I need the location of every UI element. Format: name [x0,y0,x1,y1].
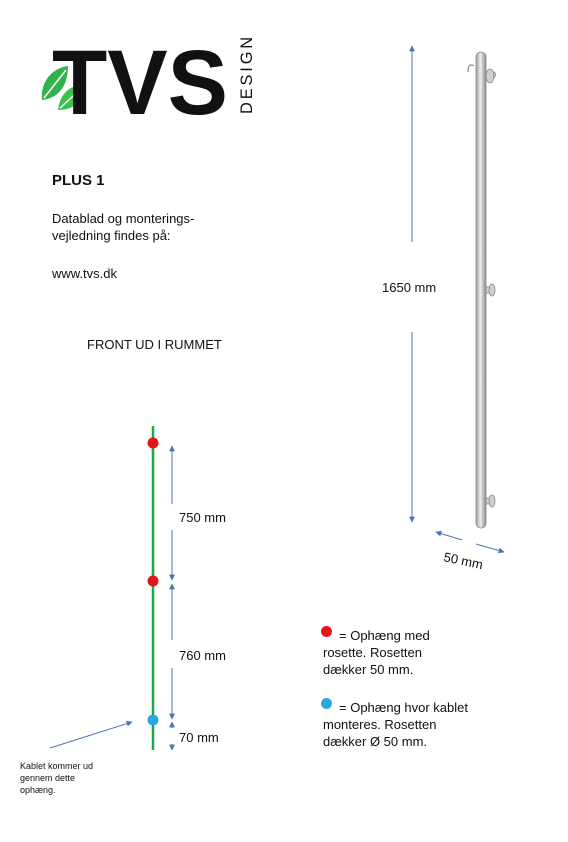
product-title: PLUS 1 [52,172,105,189]
orientation-label: FRONT UD I RUMMET [87,337,222,352]
mount-point-cable [148,715,159,726]
legend-blue-line-3: dækker Ø 50 mm. [323,734,428,749]
cable-note [20,760,93,796]
towel-rail-illustration [468,52,496,528]
legend-red [323,627,430,678]
website-link[interactable]: www.tvs.dk [52,266,118,281]
legend-red-line-1: = Ophæng med [339,628,430,643]
legend-blue-line-1: = Ophæng hvor kablet [339,700,468,715]
cable-note-line-3: ophæng. [20,785,56,795]
width-arrow-left [436,532,462,540]
width-dimension: 50 mm [442,549,485,573]
legend-blue-line-2: monteres. Rosetten [323,717,437,732]
legend-red-line-3: dækker 50 mm. [323,662,414,677]
logo-brand: TVS [52,32,228,122]
legend-red-line-2: rosette. Rosetten [323,645,422,660]
logo-sub: DESIGN [237,30,256,114]
segment-1-dimension: 750 mm [179,510,226,525]
width-arrow-right [476,544,504,552]
cable-note-arrow [50,722,132,748]
segment-2-dimension: 760 mm [179,648,226,663]
cable-note-line-2: gennem dette [20,773,76,783]
legend-blue [323,699,468,750]
segment-3-dimension: 70 mm [179,730,219,745]
cable-note-line-1: Kablet kommer ud [20,761,94,771]
mount-point-top [148,438,159,449]
info-line-2: vejledning findes på: [52,228,171,243]
mount-point-middle [148,576,159,587]
info-line-1: Datablad og monterings- [52,211,195,226]
height-dimension: 1650 mm [382,280,437,295]
